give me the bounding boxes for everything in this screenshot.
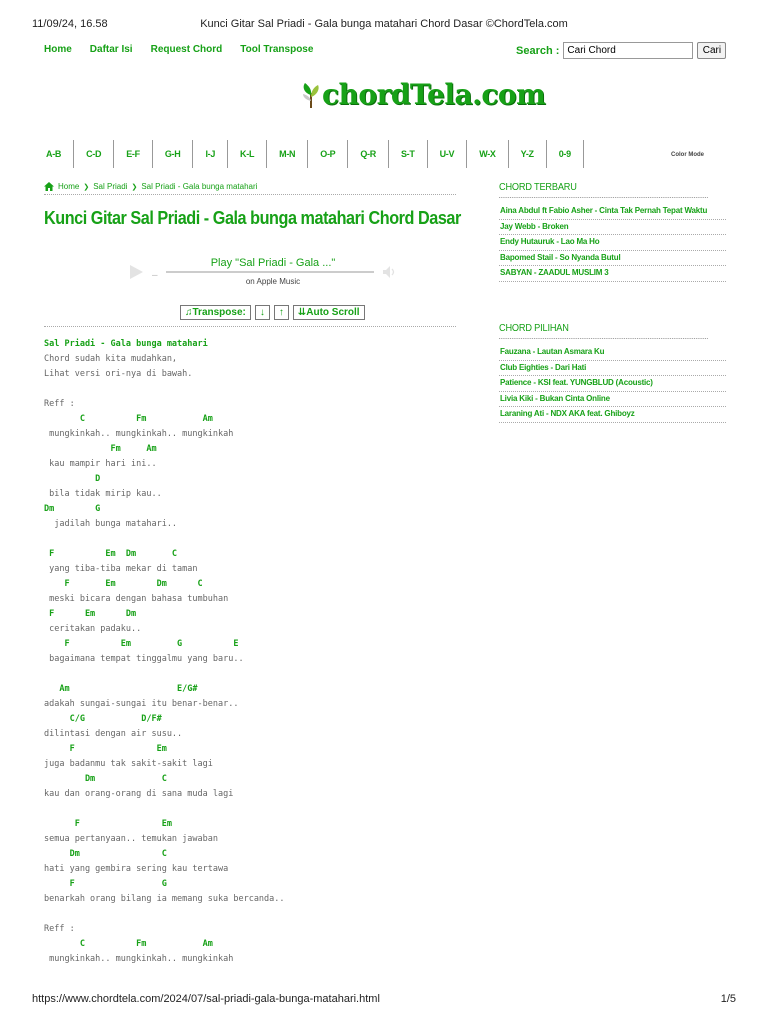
lyric-line: Chord sudah kita mudahkan,	[44, 354, 178, 364]
lyric-line: hati yang gembira sering kau tertawa	[44, 864, 229, 874]
sidebar-pilihan-item[interactable]: Fauzana - Lautan Asmara Ku	[499, 345, 726, 361]
apple-music-player	[130, 257, 400, 289]
lyric-line: benarkah orang bilang ia memang suka bercanda..	[44, 894, 285, 904]
transpose-down-button[interactable]: ↓	[255, 305, 270, 320]
transpose-up-button[interactable]: ↑	[274, 305, 289, 320]
volume-icon[interactable]	[382, 265, 396, 279]
breadcrumb-song[interactable]: Sal Priadi - Gala bunga matahari	[141, 182, 258, 191]
breadcrumb-artist[interactable]: Sal Priadi	[93, 182, 128, 191]
player-dash: –	[152, 270, 158, 281]
lyric-line: mungkinkah.. mungkinkah.. mungkinkah	[44, 429, 234, 439]
chord-line: C Fm Am	[44, 939, 213, 949]
alpha-s-t[interactable]: S-T	[389, 140, 428, 168]
player-progress-bar[interactable]	[166, 271, 374, 273]
alpha-k-l[interactable]: K-L	[228, 140, 267, 168]
search-label: Search :	[516, 44, 560, 57]
nav-tool-transpose[interactable]: Tool Transpose	[240, 44, 314, 55]
alpha-i-j[interactable]: I-J	[193, 140, 228, 168]
alpha-e-f[interactable]: E-F	[114, 140, 153, 168]
print-date: 11/09/24, 16.58	[32, 18, 108, 30]
alpha-u-v[interactable]: U-V	[428, 140, 468, 168]
song-controls	[180, 305, 365, 320]
chord-line: Dm G	[44, 504, 101, 514]
sidebar-terbaru-item[interactable]: Aina Abdul ft Fabio Asher - Cinta Tak Pernah Tepat Waktu	[499, 204, 726, 220]
nav-home[interactable]: Home	[44, 44, 72, 55]
lyric-line: mungkinkah.. mungkinkah.. mungkinkah	[44, 954, 234, 964]
logo-text: chordTela.com	[322, 78, 546, 111]
print-url: https://www.chordtela.com/2024/07/sal-priadi-gala-bunga-matahari.html	[32, 993, 380, 1005]
player-play-text[interactable]: Play "Sal Priadi - Gala ..."	[210, 257, 336, 269]
alpha-a-b[interactable]: A-B	[36, 140, 74, 168]
breadcrumb-home[interactable]: Home	[58, 182, 80, 191]
sidebar-terbaru-item[interactable]: Bapomed Stail - So Nyanda Butul	[499, 251, 726, 267]
chord-line: Fm Am	[44, 444, 157, 454]
site-logo[interactable]	[300, 78, 545, 111]
chord-line: F Em G E	[44, 639, 239, 649]
lyrics-divider	[44, 326, 456, 327]
lyric-line: juga badanmu tak sakit-sakit lagi	[44, 759, 213, 769]
chord-line: F Em	[44, 744, 167, 754]
page-title: Kunci Gitar Sal Priadi - Gala bunga matahari Chord Dasar	[44, 208, 461, 228]
nav-request-chord[interactable]: Request Chord	[150, 44, 223, 55]
breadcrumb-separator-icon: ❯	[131, 183, 138, 191]
lyric-line: Reff :	[44, 399, 75, 409]
lyric-line: bila tidak mirip kau..	[44, 489, 162, 499]
lyric-line: ceritakan padaku..	[44, 624, 142, 634]
lyric-line: Reff :	[44, 924, 75, 934]
lyric-line: semua pertanyaan.. temukan jawaban	[44, 834, 218, 844]
sidebar-pilihan-item[interactable]: Livia Kiki - Bukan Cinta Online	[499, 392, 726, 408]
alpha-w-x[interactable]: W-X	[467, 140, 508, 168]
print-footer	[32, 993, 736, 1007]
alpha-m-n[interactable]: M-N	[267, 140, 308, 168]
lyric-line: kau mampir hari ini..	[44, 459, 157, 469]
chord-line: F Em Dm C	[44, 579, 203, 589]
home-icon	[44, 182, 54, 191]
alpha-c-d[interactable]: C-D	[74, 140, 114, 168]
search-button[interactable]: Cari	[697, 42, 726, 59]
breadcrumb-separator-icon: ❯	[83, 183, 90, 191]
sidebar-terbaru-item[interactable]: SABYAN - ZAADUL MUSLIM 3	[499, 266, 726, 282]
print-page-number: 1/5	[720, 993, 736, 1005]
lyric-line: dilintasi dengan air susu..	[44, 729, 183, 739]
lyric-line: jadilah bunga matahari..	[44, 519, 178, 529]
lyric-line: Lihat versi ori-nya di bawah.	[44, 369, 193, 379]
alpha-0-9[interactable]: 0-9	[547, 140, 584, 168]
lyric-line: meski bicara dengan bahasa tumbuhan	[44, 594, 229, 604]
chord-line: F Em Dm	[44, 609, 137, 619]
sidebar-terbaru-item[interactable]: Endy Hutauruk - Lao Ma Ho	[499, 235, 726, 251]
chord-line: F Em	[44, 819, 172, 829]
sidebar-pilihan-item[interactable]: Club Eighties - Dari Hati	[499, 361, 726, 377]
lyric-line: adakah sungai-sungai itu benar-benar..	[44, 699, 239, 709]
chord-line: Dm C	[44, 849, 167, 859]
top-nav	[44, 44, 313, 58]
lyrics-song-heading: Sal Priadi - Gala bunga matahari	[44, 339, 208, 349]
player-source: on Apple Music	[245, 277, 301, 286]
chord-line: D	[44, 474, 101, 484]
alpha-y-z[interactable]: Y-Z	[509, 140, 547, 168]
logo-leaf-icon	[300, 81, 322, 109]
print-header	[32, 18, 736, 32]
print-title: Kunci Gitar Sal Priadi - Gala bunga matahari Chord Dasar ©ChordTela.com	[200, 18, 568, 30]
alpha-o-p[interactable]: O-P	[308, 140, 348, 168]
nav-daftar-isi[interactable]: Daftar Isi	[89, 44, 133, 55]
sidebar-terbaru-item[interactable]: Jay Webb - Broken	[499, 220, 726, 236]
transpose-label: ♫Transpose:	[180, 305, 251, 320]
auto-scroll-button[interactable]: ⇊Auto Scroll	[293, 305, 365, 320]
play-icon[interactable]	[130, 265, 143, 279]
alphabet-index	[36, 140, 584, 168]
search-input[interactable]	[563, 42, 693, 59]
alpha-q-r[interactable]: Q-R	[348, 140, 389, 168]
chord-line: F Em Dm C	[44, 549, 178, 559]
sidebar-terbaru-title: CHORD TERBARU	[499, 182, 708, 198]
chord-line: Am E/G#	[44, 684, 198, 694]
lyric-line: bagaimana tempat tinggalmu yang baru..	[44, 654, 244, 664]
color-mode-toggle[interactable]: Color Mode	[671, 152, 704, 158]
alpha-g-h[interactable]: G-H	[153, 140, 194, 168]
lyric-line: kau dan orang-orang di sana muda lagi	[44, 789, 234, 799]
breadcrumb	[44, 179, 456, 195]
chord-line: C Fm Am	[44, 414, 213, 424]
sidebar-pilihan	[499, 323, 726, 423]
chord-line: Dm C	[44, 774, 167, 784]
sidebar-terbaru	[499, 182, 726, 282]
search-form	[516, 42, 726, 59]
sidebar-pilihan-title: CHORD PILIHAN	[499, 323, 708, 339]
sidebar-pilihan-item[interactable]: Patience - KSI feat. YUNGBLUD (Acoustic)	[499, 376, 726, 392]
chord-line: C/G D/F#	[44, 714, 162, 724]
lyric-line: yang tiba-tiba mekar di taman	[44, 564, 198, 574]
sidebar-pilihan-item[interactable]: Laraning Ati - NDX AKA feat. Ghiboyz	[499, 407, 726, 423]
chord-line: F G	[44, 879, 167, 889]
